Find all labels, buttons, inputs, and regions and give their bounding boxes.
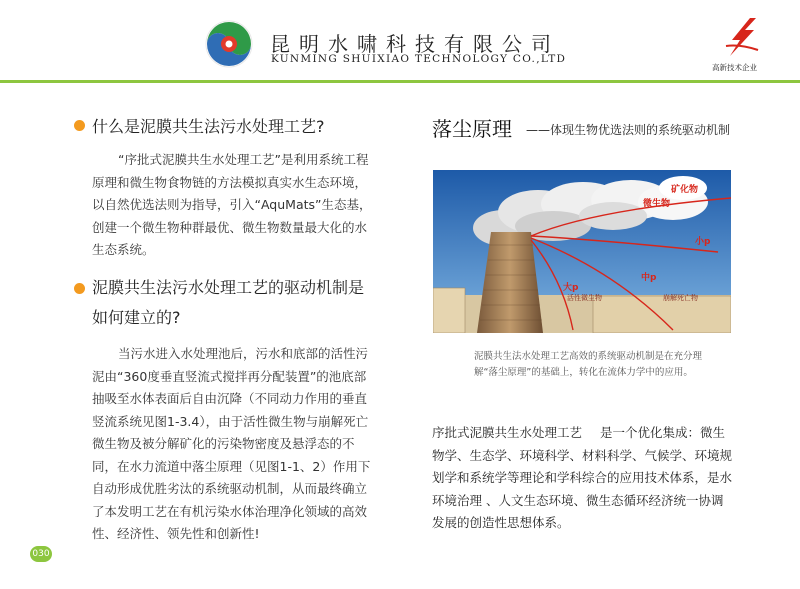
page-number: 030 xyxy=(30,546,52,562)
section-title: 落尘原理 xyxy=(432,117,512,141)
microbe-label: 微生物 xyxy=(643,199,671,209)
question-title: 泥膜共生法污水处理工艺的驱动机制是 xyxy=(92,278,365,297)
company-name-en: KUNMING SHUIXIAO TECHNOLOGY CO.,LTD xyxy=(271,53,567,65)
answer-paragraph: 当污水进入水处理池后，污水和底部的活性污泥由“360度垂直竖流式搅拌再分配装置”的池底部抽吸至水体表面后自由沉降（不同动力作用的垂直竖流系统见图1-3.4），由于活性微生物与崩解死亡微生物及被分解矿化的污染物密度及悬浮态的不同，在水力流道中落尘原理（见图1-1、2）作用下自动形成优胜劣汰的系统驱动机制，从而最终确立了本发明工艺在有机污染水体治理净化领域的高效性、经济性、领先性和创新性! xyxy=(92,346,371,541)
summary-body: 是一个优化集成：微生物学、生态学、环境科学、材料科学、气候学、环境规划学和系统学等理论和学科综合的应用技术体系，是水环境治理 、人文生态环境、微生态循环经济统一协调发展的创造性思想体系。 xyxy=(432,425,733,530)
big-p-label: 大p xyxy=(563,283,579,293)
summary-paragraph xyxy=(432,422,732,535)
header-divider xyxy=(0,80,800,83)
mid-p-label: 中p xyxy=(641,273,657,283)
mineral-label: 矿化物 xyxy=(671,185,699,195)
summary-lead: 序批式泥膜共生水处理工艺 xyxy=(432,425,583,440)
question-title: 如何建立的? xyxy=(92,308,181,327)
dead-microbe-label: 崩解死亡物 xyxy=(663,294,698,302)
answer-paragraph: “序批式泥膜共生水处理工艺”是利用系统工程原理和微生物食物链的方法模拟真实水生态环境，以自然优选法则为指导，引入“AquMats”生态基，创建一个微生物种群最优、微生物数量最大化的水生态系统。 xyxy=(92,152,372,257)
hightech-enterprise-icon xyxy=(720,16,764,58)
bullet-dot xyxy=(74,283,85,294)
bullet-dot xyxy=(74,120,85,131)
smokestack-illustration xyxy=(433,170,731,333)
section-subtitle: ——体现生物优选法则的系统驱动机制 xyxy=(526,123,731,137)
company-name-cn: 昆明水啸科技有限公司 xyxy=(270,32,560,56)
question-title: 什么是泥膜共生法污水处理工艺? xyxy=(92,117,325,136)
page-header xyxy=(0,0,800,82)
active-microbe-label: 活性微生物 xyxy=(567,294,602,302)
company-logo-icon xyxy=(204,19,254,69)
small-p-label: 小p xyxy=(695,237,711,247)
hightech-enterprise-label: 高新技术企业 xyxy=(712,63,757,72)
illustration-caption: 泥膜共生法水处理工艺高效的系统驱动机制是在充分理解“落尘原理”的基础上，转化在流体力学中的应用。 xyxy=(474,351,703,378)
